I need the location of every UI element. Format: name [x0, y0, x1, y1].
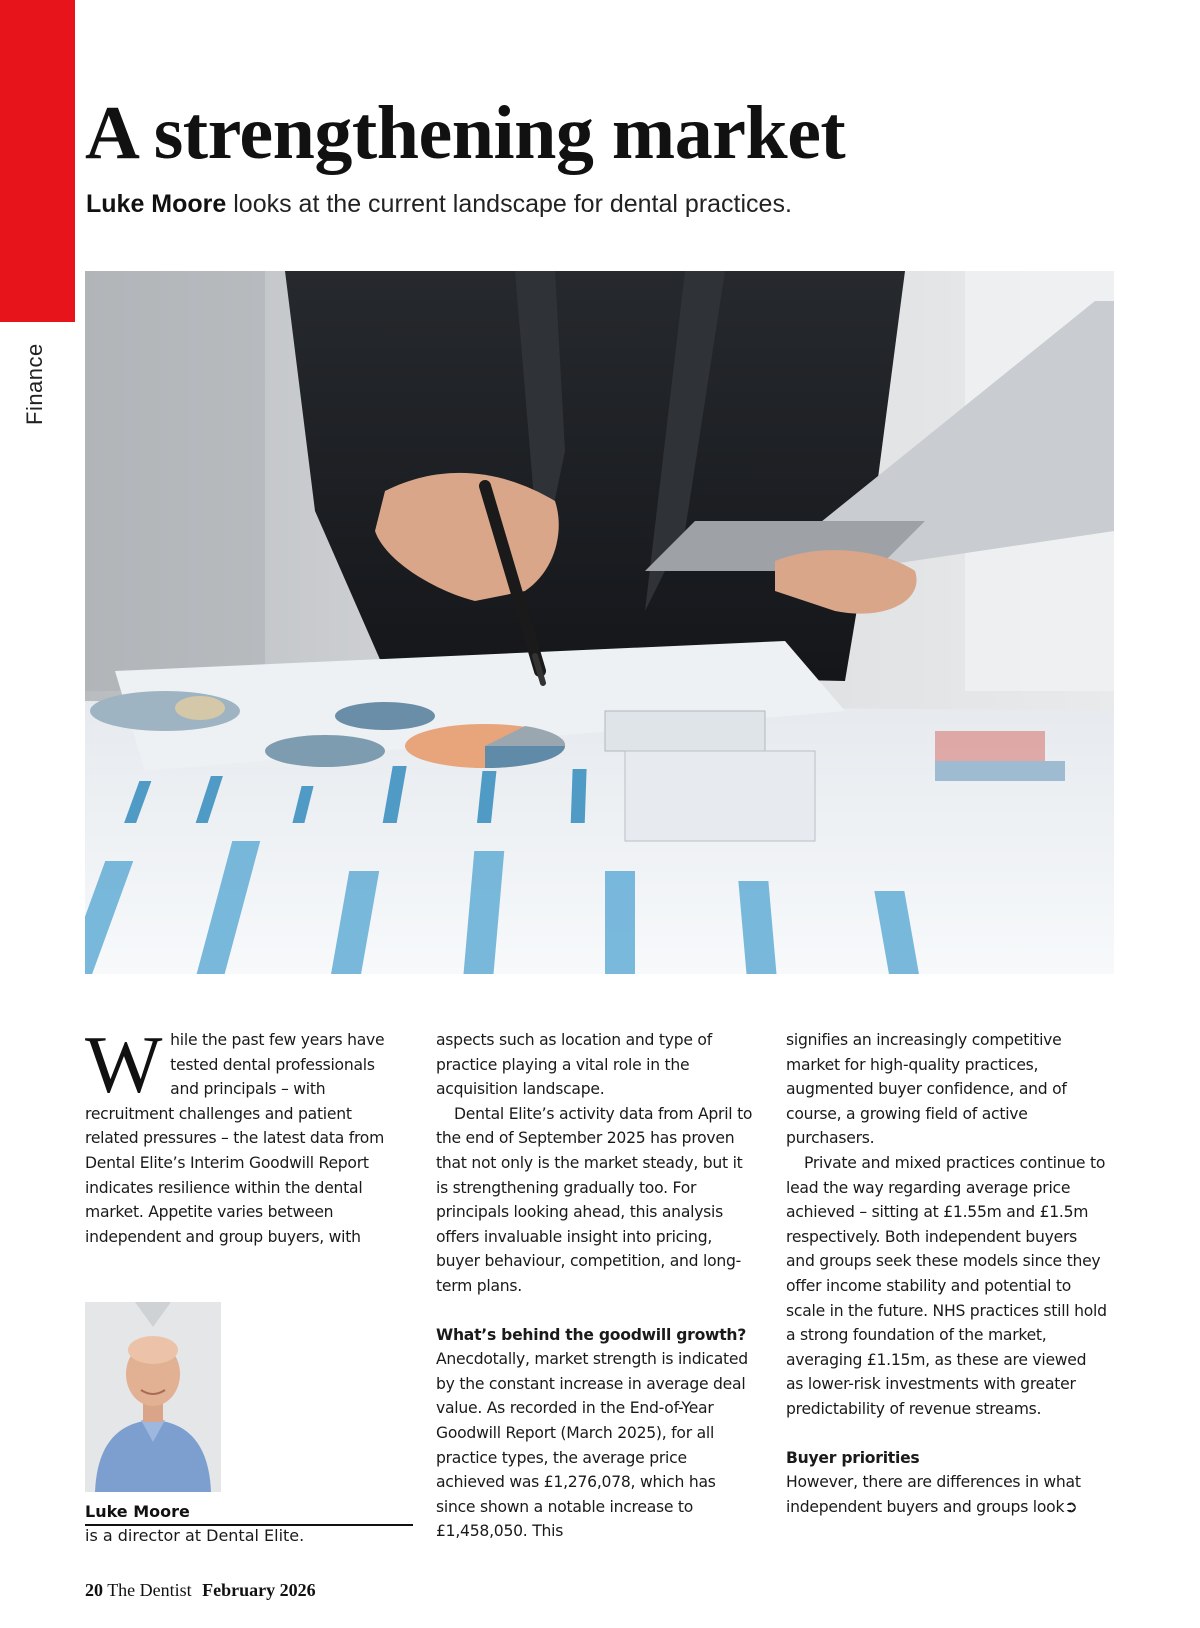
- body-column-3: [786, 1028, 1108, 1519]
- body-paragraph: signifies an increasingly competitive market for high-quality practices, augmented buyer confidence, and of course, a growing field of active purchasers.: [786, 1031, 1067, 1148]
- standfirst: [86, 188, 792, 220]
- paragraph-text: However, there are differences in what independent buyers and groups look: [786, 1473, 1081, 1516]
- subheading: Buyer priorities: [786, 1448, 920, 1467]
- body-paragraph: aspects such as location and type of practice playing a vital role in the acquisition landscape.: [436, 1031, 712, 1099]
- body-paragraph: Anecdotally, market strength is indicated by the constant increase in average deal value. As recorded in the End-of-Year Goodwill Report (March 2025), for all practice types, the average price achieved was £1,276,078, which has since shown a notable increase to £1,458,050. This: [436, 1350, 748, 1541]
- body-paragraph: Private and mixed practices continue to lead the way regarding average price achieved – sitting at £1.55m and £1.5m respectively. Both independent buyers and groups seek these models since they offer income stability and potential to scale in the future. NHS practices still hold a strong foundation of the market, averaging £1.15m, as these are viewed as lower-risk investments with greater predictability of revenue streams.: [786, 1153, 1107, 1418]
- article-title: A strengthening market: [85, 91, 846, 175]
- section-color-bar: [0, 0, 75, 322]
- standfirst-text: looks at the current landscape for dental practices.: [233, 190, 792, 218]
- standfirst-author: Luke Moore: [86, 190, 227, 218]
- body-paragraph: [85, 1019, 407, 1249]
- hero-image: [85, 271, 1114, 974]
- body-column-1: [85, 1019, 407, 1249]
- body-paragraph: Dental Elite’s activity data from April to the end of September 2025 has proven that not only is the market steady, but it is strengthening gradually too. For principals looking ahead, this analysis offers invaluable insight into pricing, buyer behaviour, competition, and long-term plans.: [436, 1104, 753, 1295]
- issue-date: February 2026: [202, 1580, 316, 1600]
- author-photo: [85, 1302, 221, 1492]
- subheading: What’s behind the goodwill growth?: [436, 1325, 747, 1344]
- author-name: Luke Moore: [85, 1500, 413, 1526]
- drop-cap: W: [85, 1019, 163, 1110]
- section-label: Finance: [22, 343, 47, 425]
- body-paragraph: [786, 1470, 1108, 1519]
- author-role: is a director at Dental Elite.: [85, 1526, 305, 1545]
- page-number: 20: [85, 1580, 103, 1600]
- paragraph-text: hile the past few years have tested dental professionals and principals – with recruitment challenges and patient related pressures – the latest data from Dental Elite’s Interim Goodwill Report indicates resilience within the dental market. Appetite varies between independent and group buyers, with: [85, 1031, 385, 1246]
- continue-arrow-icon: ➲: [1064, 1496, 1078, 1516]
- page-footer: [85, 1580, 316, 1601]
- publication-name: The Dentist: [107, 1580, 192, 1600]
- body-column-2: [436, 1028, 758, 1544]
